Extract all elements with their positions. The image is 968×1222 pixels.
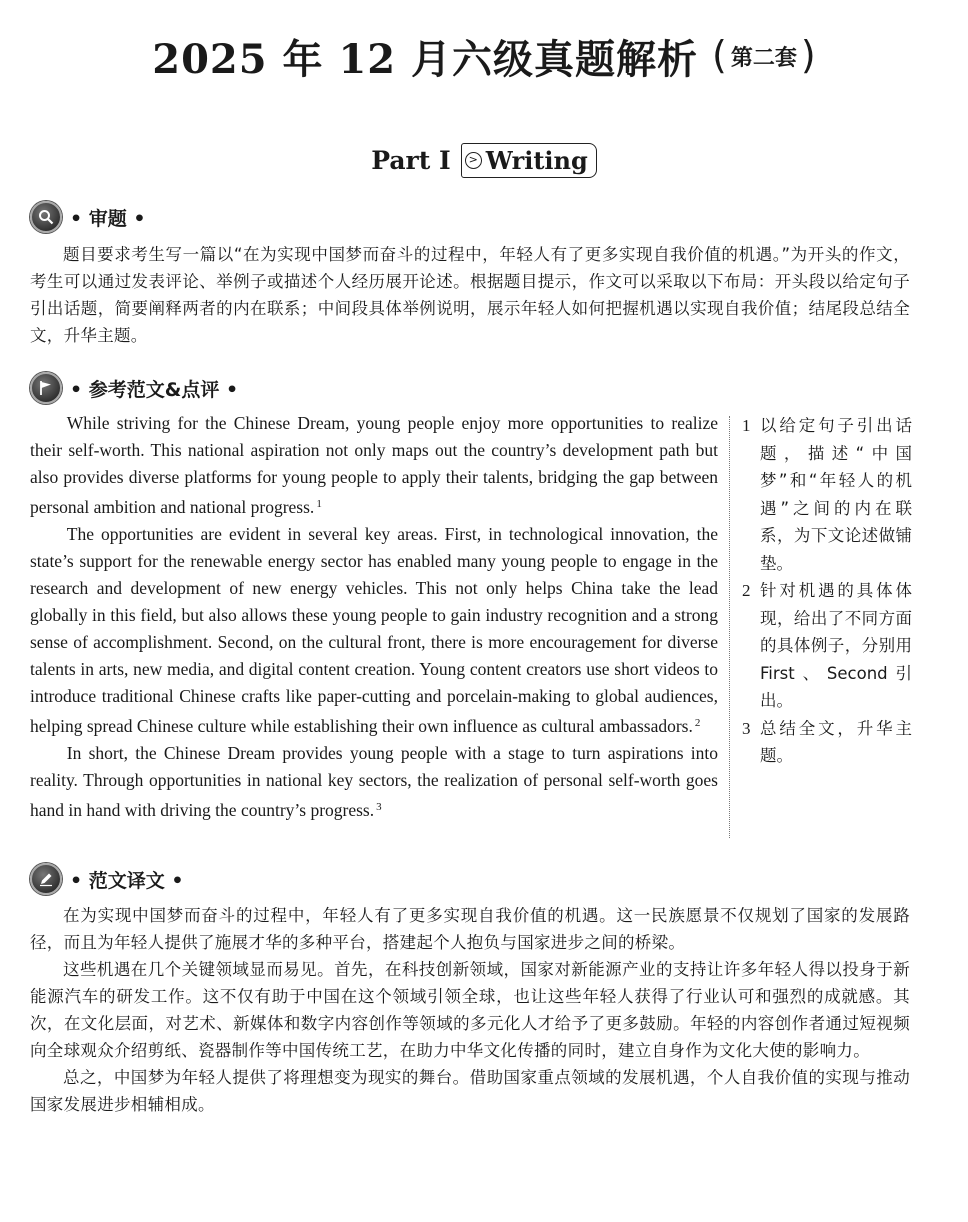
note-number: 3	[742, 718, 751, 738]
essay-paragraph-text: The opportunities are evident in several key areas. First, in technological innovation, the state’s support for the renewable energy sector has enabled many young people to engage in the research and development of new energy vehicles. This not only helps China take the lead globally in this field, but also allows these young people to gain industry recognition and a strong sense of accomplishment. Second, on the cultural front, there is more encouragement for diverse talents in arts, new media, and digital content creation. Young content creators use short videos to introduce traditional Chinese crafts like paper-cutting and porcelain-making to global audiences, helping spread Chinese culture while establishing their own influence as cultural ambassadors.	[30, 524, 718, 736]
bracket-close: )	[800, 32, 816, 77]
essay-paragraph-1	[30, 410, 718, 521]
note-number: 2	[742, 581, 751, 600]
translation-paragraph: 这些机遇在几个关键领域显而易见。首先，在科技创新领域，国家对新能源产业的支持让许多年轻人得以投身于新能源汽车的研发工作。这不仅有助于中国在这个领域引领全球，也让这些年轻人获得了行业认可和强烈的成就感。其次，在文化层面，对艺术、新媒体和数字内容创作等领域的多元化人才给予了更多鼓励。年轻的内容创作者通过短视频向全球观众介绍剪纸、瓷器制作等中国传统工艺，在助力中华文化传播的同时，建立自身作为文化大使的影响力。	[30, 960, 910, 1060]
translation-paragraph: 在为实现中国梦而奋斗的过程中，年轻人有了更多实现自我价值的机遇。这一民族愿景不仅规划了国家的发展路径，而且为年轻人提供了施展才华的多种平台，搭建起个人抱负与国家进步之间的桥梁。	[30, 906, 910, 952]
translation-paragraph: 总之，中国梦为年轻人提供了将理想变为现实的舞台。借助国家重点领域的发展机遇，个人自我价值的实现与推动国家发展进步相辅相成。	[30, 1068, 910, 1114]
set-badge	[712, 32, 816, 77]
arrow-right-icon: >	[465, 152, 482, 169]
essay-paragraph-2	[30, 521, 718, 740]
section-analysis-heading	[30, 201, 146, 233]
section-translation-heading	[30, 863, 184, 895]
title-text: 2025 年 12 月六级真题解析	[152, 36, 699, 83]
flag-icon	[30, 372, 62, 404]
set-label: 第二套	[730, 46, 797, 71]
page-title	[0, 28, 968, 85]
section-sample-title: • 参考范文&点评 •	[70, 378, 239, 401]
note-item	[742, 412, 912, 577]
translation-text	[30, 902, 910, 1118]
part-label: Part I	[371, 146, 451, 175]
note-item	[742, 577, 912, 715]
bracket-open: (	[712, 32, 727, 77]
note-text: 总结全文，升华主题。	[760, 718, 912, 765]
note-item	[742, 715, 912, 770]
note-number: 1	[742, 416, 751, 435]
comment-notes	[742, 412, 912, 770]
note-text: 针对机遇的具体体现，给出了不同方面的具体例子，分别用First、Second引出。	[760, 581, 912, 710]
section-sample-heading	[30, 372, 238, 404]
note-text: 以给定句子引出话题，描述“中国梦”和“年轻人的机遇”之间的内在联系，为下文论述做铺垫。	[760, 416, 912, 573]
part-box	[461, 143, 597, 178]
sample-essay	[30, 410, 718, 824]
notes-divider	[729, 416, 730, 838]
part-name: Writing	[485, 146, 588, 175]
magnifier-icon	[30, 201, 62, 233]
section-translation-title: • 范文译文 •	[70, 869, 184, 892]
essay-paragraph-3	[30, 740, 718, 824]
essay-paragraph-text: In short, the Chinese Dream provides young people with a stage to turn aspirations into reality. Through opportunities in national key sectors, the realization of personal self-worth goes hand in hand with driving the country’s progress.	[30, 743, 718, 820]
pen-icon	[30, 863, 62, 895]
analysis-text	[30, 241, 910, 349]
note-ref: 3	[376, 801, 382, 813]
note-ref: 1	[316, 498, 322, 510]
analysis-paragraph: 题目要求考生写一篇以“在为实现中国梦而奋斗的过程中，年轻人有了更多实现自我价值的机遇。”为开头的作文，考生可以通过发表评论、举例子或描述个人经历展开论述。根据题目提示，作文可以采取以下布局：开头段以给定句子引出话题，简要阐释两者的内在联系；中间段具体举例说明，展示年轻人如何把握机遇以实现自我价值；结尾段总结全文，升华主题。	[30, 245, 910, 345]
note-ref: 2	[694, 717, 701, 729]
essay-paragraph-text: While striving for the Chinese Dream, young people enjoy more opportunities to realize their self-worth. This national aspiration not only maps out the country’s development path but also provides diverse platforms for young people to apply their talents, bridging the gap between personal ambition and national progress.	[30, 413, 718, 517]
part-header	[0, 143, 968, 178]
section-analysis-title: • 审题 •	[70, 207, 146, 230]
